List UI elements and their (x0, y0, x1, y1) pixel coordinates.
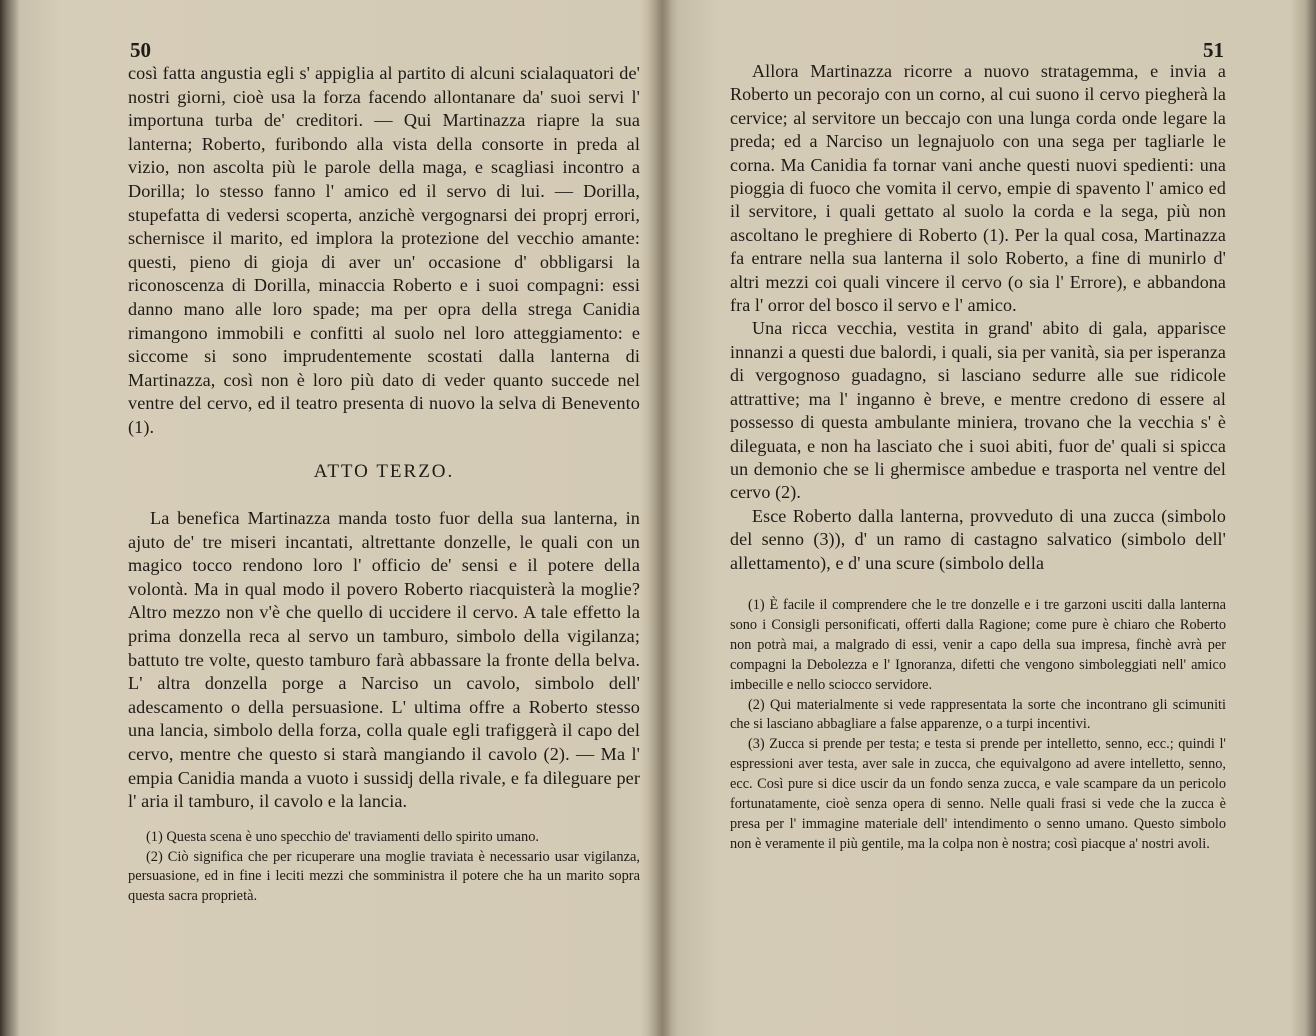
left-page (128, 28, 640, 1008)
right-paragraph-3: Esce Roberto dalla lanterna, provveduto di una zucca (simbolo del senno (3)), d' un ramo di castagno salvatico (simbolo dell' allettamento), e d' una scure (simbolo della (730, 505, 1226, 573)
right-footnote-1: (1) È facile il comprendere che le tre donzelle e i tre garzoni usciti dalla lanterna sono i Consigli personificati, offerti dalla Ragione; come pure è chiaro che Roberto non potrà mai, a malgrado di essi, venir a capo della sua impresa, finchè avrà per compagni la Debolezza e l' Ignoranza, difetti che vengono simboleggiati nell' amico imbecille e nello sciocco servidore. (730, 597, 1226, 693)
left-paragraph-1: così fatta angustia egli s' appiglia al partito di alcuni scialaquatori de' nostri giorni, cioè usa la forza facendo allontanare da' suoi servi l' importuna turba de' creditori. — Qui Martinazza riapre la sua lanterna; Roberto, furibondo alla vista della consorte in preda al vizio, non ascolta più le parole della maga, e scagliasi incontro a Dorilla; lo stesso fanno l' amico ed il servo di lui. — Dorilla, stupefatta di vedersi scoperta, anzichè vergognarsi dei proprj errori, schernisce il marito, ed implora la protezione del vecchio amante: questi, pieno di gioja di aver un' occasione d' obbligarsi la riconoscenza di Dorilla, minaccia Roberto e i suoi compagni: essi danno mano alle loro spade; ma per opra della strega Canidia rimangono immobili e confitti al suolo nel loro atteggiamento: e siccome si sono imprudentemente scostati dalla lanterna di Martinazza, così non è loro più dato di veder quanto succede nel ventre del cervo, ed il teatro presenta di nuovo la selva di Benevento (1). (128, 63, 640, 437)
right-footnote-3: (3) Zucca si prende per testa; e testa si prende per intelletto, senno, ecc.; quindi l' espressioni aver testa, aver sale in zucca, che equivalgono ad avere intelletto, senno, ecc. Così pure si dice uscir da un fondo senza zucca, e vale scampare da un pericolo fortunatamente, cioè senza opera di senno. Nelle quali frasi si vede che la zucca è presa per l' immagine materiale dell' intendimento o senno umano. Questo simbolo non è veramente il più gentile, ma la colpa non è nostra; così piacque a' nostri avoli. (730, 736, 1226, 852)
right-page-body (730, 60, 1226, 575)
right-page (730, 28, 1226, 1008)
right-paragraph-1: Allora Martinazza ricorre a nuovo stratagemma, e invia a Roberto un pecorajo con un corno, al cui suono il cervo piegherà la cervice; al servitore un beccajo con una lunga corda onde legare la preda; ed a Narciso un legnajuolo con una sega per tagliarle le corna. Ma Canidia fa tornar vani anche questi nuovi spedienti: una pioggia di fuoco che vomita il cervo, empie di spavento l' amico ed il servitore, i quali gettato al suolo la corda e la sega, più non ascoltano le preghiere di Roberto (1). Per la qual cosa, Martinazza fa entrare nella sua lanterna il solo Roberto, a fine di munirlo d' altri mezzi coi quali vincere il cervo (o sia l' Errore), e abbandona fra l' orror del bosco il servo e l' amico. (730, 61, 1226, 316)
right-footnotes (730, 596, 1226, 855)
right-footnote-2: (2) Qui materialmente si vede rappresentata la sorte che incontrano gli scimuniti che si lasciano abbagliare a false apparenze, o a turpi incentivi. (730, 696, 1226, 733)
page-number-right: 51 (1203, 38, 1224, 62)
section-heading: ATTO TERZO. (313, 460, 455, 482)
left-paragraph-2: La benefica Martinazza manda tosto fuor della sua lanterna, in ajuto de' tre miseri incantati, altrettante donzelle, le quali con un magico tocco rendono loro l' officio de' sensi e il potere della volontà. Ma in qual modo il povero Roberto riacquisterà la moglie? Altro mezzo non v'è che quello di uccidere il cervo. A tale effetto la prima donzella reca al servo un tamburo, simbolo della vigilanza; battuto tre volte, questo tamburo farà abbassare la fronte della belva. L' altra donzella porge a Narciso un cavolo, simbolo dell' adescamento o della persuasione. L' ultima offre a Roberto stesso una lancia, simbolo della forza, colla quale egli trafiggerà il capo del cervo, mentre che questo si starà mangiando il cavolo (2). — Ma l' empia Canidia manda a vuoto i sussidj della rivale, e fa dileguare per l' aria il tamburo, il cavolo e la lancia. (128, 508, 640, 812)
book-gutter (648, 0, 678, 1036)
left-footnotes (128, 828, 640, 906)
left-page-body (128, 62, 640, 814)
left-footnote-2: (2) Ciò significa che per ricuperare una moglie traviata è necessario usar vigilanza, persuasione, ed in fine i leciti mezzi che somministra il potere che ha un marito sopra questa sacra proprietà. (128, 848, 640, 904)
page-number-left: 50 (130, 38, 151, 62)
right-paragraph-2: Una ricca vecchia, vestita in grand' abito di gala, apparisce innanzi a questi due balordi, i quali, sia per vanità, sia per isperanza di vergognoso guadagno, si lasciano sedurre alle sue ridicole attrattive; ma l' inganno è breve, e mentre credono di essere al possesso di questa ambulante miniera, trovano che la vecchia s' è dileguata, e non ha lasciato che i suoi abiti, fuor de' quali si spicca un demonio che se li ghermisce ambedue e trasporta nel ventre del cervo (2). (730, 318, 1226, 503)
left-footnote-1: (1) Questa scena è uno specchio de' traviamenti dello spirito umano. (146, 829, 540, 845)
